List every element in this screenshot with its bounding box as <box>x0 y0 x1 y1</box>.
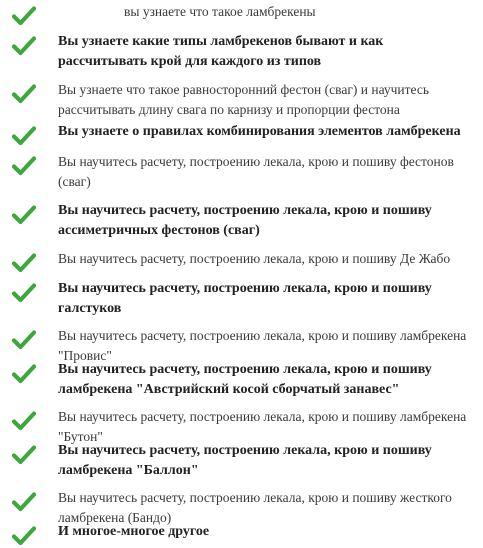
item-text-line: ламбрекена "Баллон" <box>58 463 199 478</box>
check-icon <box>12 205 36 225</box>
check-icon <box>12 411 36 431</box>
item-text-line: Вы научитесь расчету, построению лекала, крою и пошиву жесткого <box>58 490 452 505</box>
check-icon <box>12 6 36 26</box>
item-text-line: рассчитывать длину свага по карнизу и пропорции фестона <box>58 102 400 117</box>
check-icon <box>12 156 36 176</box>
check-icon <box>12 253 36 273</box>
check-icon <box>12 526 36 546</box>
item-text-line: И многое-многое другое <box>58 524 210 539</box>
item-text-line: "Провис" <box>58 348 112 363</box>
item-text-line: галстуков <box>58 301 122 316</box>
item-text-line: ламбрекена "Австрийский косой сборчатый занавес" <box>58 382 400 397</box>
check-icon <box>12 445 36 465</box>
check-icon <box>12 84 36 104</box>
item-text-line: (сваг) <box>58 174 91 189</box>
item-text-line: Вы научитесь расчету, построению лекала, крою и пошиву ламбрекена <box>58 328 467 343</box>
item-text-line: Вы научитесь расчету, построению лекала, крою и пошиву ламбрекена <box>58 409 467 424</box>
check-icon <box>12 126 36 146</box>
item-text-line: рассчитывать крой для каждого из типов <box>58 54 322 69</box>
item-text-line: Вы научитесь расчету, построению лекала, крою и пошиву фестонов <box>58 154 454 169</box>
item-text-line: Вы узнаете о правилах комбинирования элементов ламбрекена <box>58 124 461 139</box>
check-icon <box>12 492 36 512</box>
check-icon <box>12 36 36 56</box>
item-text-line: Вы узнаете что такое равносторонний фестон (сваг) и научитесь <box>58 82 430 97</box>
item-text-line: "Бутон" <box>58 429 103 444</box>
check-icon <box>12 283 36 303</box>
item-text-line: ламбрекена (Бандо) <box>58 510 172 525</box>
item-text-line: вы узнаете что такое ламбрекены <box>124 4 316 19</box>
item-text-line: Вы научитесь расчету, построению лекала, крою и пошиву <box>58 362 432 377</box>
check-icon <box>12 364 36 384</box>
item-text-line: Вы научитесь расчету, построению лекала, крою и пошиву <box>58 281 432 296</box>
item-text-line: Вы научитесь расчету, построению лекала, крою и пошиву <box>58 203 432 218</box>
item-text-line: Вы научитесь расчету, построению лекала, крою и пошиву <box>58 443 432 458</box>
item-text-line: Вы узнаете какие типы ламбрекенов бывают и как <box>58 34 384 49</box>
item-text-line: Вы научитесь расчету, построению лекала, крою и пошиву Де Жабо <box>58 251 451 266</box>
item-text-line: ассиметричных фестонов (сваг) <box>58 223 260 238</box>
check-icon <box>12 330 36 350</box>
